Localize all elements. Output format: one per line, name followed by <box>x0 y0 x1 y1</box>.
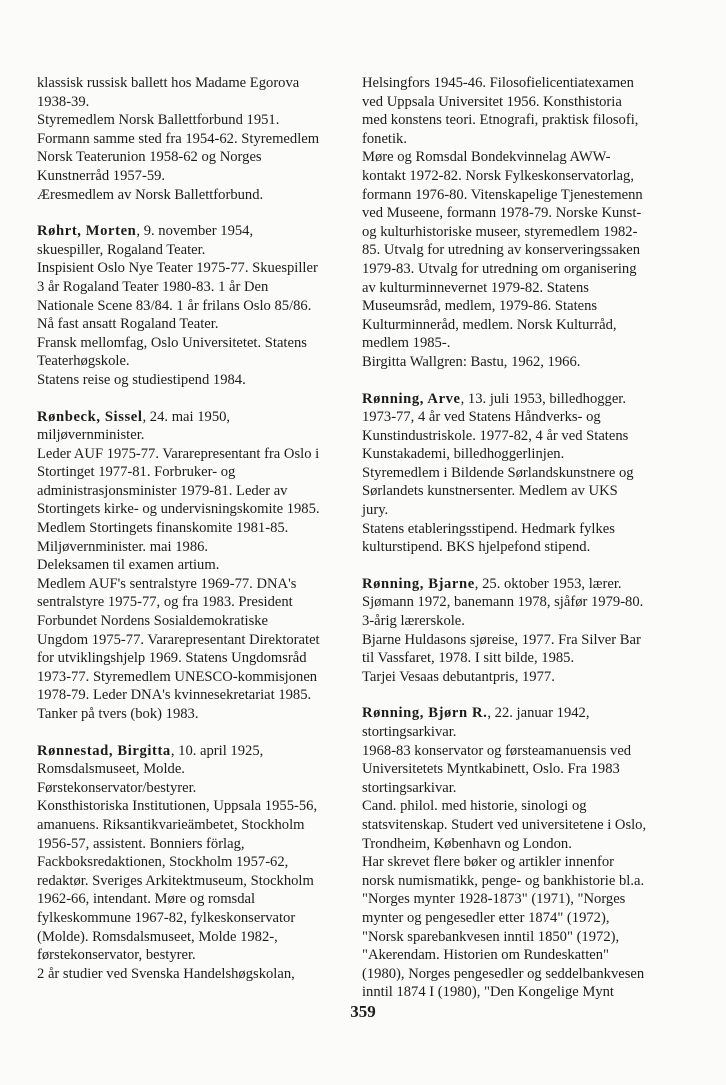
entry-ronning-bjorn <box>362 704 684 1002</box>
text-line: stortingsarkivar. <box>362 724 457 740</box>
text-line: amanuens. Riksantikvarieämbetet, Stockholm <box>37 816 305 833</box>
text-line: Stortingets kirke- og undervisningskomite 1985. <box>37 501 320 518</box>
entry-ronnestad-birgitta <box>37 742 349 984</box>
text-line: Ungdom 1975-77. Vararepresentant Direktoratet <box>37 631 320 648</box>
text-line: 85. Utvalg for utredning av konserveringssaken <box>362 242 641 259</box>
entry-heading <box>37 742 349 761</box>
intro-block <box>362 74 684 372</box>
entry-first-line: , 24. mai 1950, <box>142 408 231 425</box>
entry-heading <box>362 704 684 723</box>
text-line: 1979-83. Utvalg for utredning om organisering <box>362 260 637 277</box>
text-line: norsk numismatikk, penge- og bankhistorie bl.a. <box>362 872 645 889</box>
text-line: til Vassfaret, 1978. I sitt bilde, 1985. <box>362 650 575 667</box>
text-line: Statens reise og studiestipend 1984. <box>37 371 246 388</box>
text-line: sentralstyre 1975-77, og fra 1983. President <box>37 594 293 611</box>
text-line: Konsthistoriska Institutionen, Uppsala 1955-56, <box>37 798 318 815</box>
text-line: Sjømann 1972, banemann 1978, sjåfør 1979-80. <box>362 594 644 611</box>
text-line: Nå fast ansatt Rogaland Teater. <box>37 316 219 333</box>
page-number: 359 <box>350 1002 376 1021</box>
entry-name: Rønnestad, Birgitta <box>37 742 171 759</box>
text-line: fonetik. <box>362 130 407 147</box>
text-line: jury. <box>362 502 389 519</box>
text-line: administrasjonsminister 1979-81. Leder av <box>37 482 288 499</box>
text-line: Nationale Scene 83/84. 1 år frilans Oslo 85/86. <box>37 297 312 314</box>
text-line: stortingsarkivar. <box>362 779 457 796</box>
text-line: (Molde). Romsdalsmuseet, Molde 1982-, <box>37 928 278 945</box>
text-line: ved Museene, formann 1978-79. Norske Kunst- <box>362 205 642 222</box>
text-line: "Norsk sparebankvesen inntil 1850" (1972), <box>362 928 620 945</box>
text-line: Romsdalsmuseet, Molde. <box>37 761 185 778</box>
entry-first-line: , 25. oktober 1953, lærer. <box>474 575 622 592</box>
text-line: Kunstnerråd 1957-59. <box>37 167 166 184</box>
text-line: (1980), Norges pengesedler og seddelbankvesen <box>362 965 645 982</box>
entry-name: Rønning, Arve <box>362 390 461 407</box>
text-line: "Norges mynter 1928-1873" (1971), "Norges <box>362 891 626 908</box>
text-line: Trondheim, København og London. <box>362 835 572 852</box>
entry-ronning-arve <box>362 390 684 557</box>
text-line: Tanker på tvers (bok) 1983. <box>37 706 199 722</box>
text-line: Helsingfors 1945-46. Filosofielicentiatexamen <box>362 75 634 91</box>
text-line: Norsk Teaterunion 1958-62 og Norges <box>37 149 262 166</box>
text-line: 2 år studier ved Svenska Handelshøgskolan, <box>37 965 295 982</box>
text-line: 1978-79. Leder DNA's kvinnesekretariat 1985. <box>37 687 312 704</box>
text-line: 1973-77. Styremedlem UNESCO-kommisjonen <box>37 668 318 685</box>
entry-heading <box>37 222 349 241</box>
text-line: Birgitta Wallgren: Bastu, 1962, 1966. <box>362 353 581 370</box>
text-line: Leder AUF 1975-77. Vararepresentant fra Oslo i <box>37 445 320 462</box>
text-line: formann 1976-80. Vitenskapelige Tjenestemenn <box>362 186 643 203</box>
text-line: redaktør. Sveriges Arkitektmuseum, Stockholm <box>37 872 314 889</box>
entry-name: Rønning, Bjarne <box>362 575 475 592</box>
entry-name: Rønning, Bjørn R. <box>362 705 488 722</box>
text-line: Styremedlem i Bildende Sørlandskunstnere og <box>362 464 634 481</box>
text-line: kontakt 1972-82. Norsk Fylkeskonservatorlag, <box>362 167 634 184</box>
entry-first-line: , 22. januar 1942, <box>487 705 590 722</box>
text-line: Styremedlem Norsk Ballettforbund 1951. <box>37 112 280 129</box>
entry-first-line: , 10. april 1925, <box>170 742 264 759</box>
text-line: 1968-83 konservator og førsteamanuensis ved <box>362 742 632 759</box>
text-line: kulturstipend. BKS hjelpefond stipend. <box>362 539 591 556</box>
text-line: og kulturhistoriske museer, styremedlem 1982- <box>362 223 638 240</box>
text-line: Medlem AUF's sentralstyre 1969-77. DNA's <box>37 575 297 592</box>
text-line: Kunstakademi, billedhoggerlinjen. <box>362 446 565 463</box>
text-line: Førstekonservator/bestyrer. <box>37 779 197 796</box>
entry-rohrt-morten <box>37 222 349 389</box>
text-line: Fackboksredaktionen, Stockholm 1957-62, <box>37 854 289 871</box>
intro-block <box>37 74 349 204</box>
text-line: 1956-57, assistent. Bonniers förlag, <box>37 835 245 852</box>
text-line: Æresmedlem av Norsk Ballettforbund. <box>37 186 264 203</box>
text-line: 1962-66, intendant. Møre og romsdal <box>37 891 256 908</box>
entry-name: Røhrt, Morten <box>37 223 137 240</box>
entry-first-line: , 9. november 1954, <box>136 223 254 240</box>
entry-first-line: , 13. juli 1953, billedhogger. <box>460 390 627 407</box>
text-line: med konstens teori. Etnografi, praktisk filosofi, <box>362 112 639 129</box>
entry-ronning-bjarne <box>362 575 684 687</box>
text-line: 3-årig lærerskole. <box>362 613 465 630</box>
entry-ronbeck-sissel <box>37 408 349 724</box>
text-line: Inspisient Oslo Nye Teater 1975-77. Skuespiller <box>37 260 318 277</box>
text-line: 1938-39. <box>37 93 90 110</box>
entry-heading <box>362 575 684 594</box>
text-line: 1973-77, 4 år ved Statens Håndverks- og <box>362 409 601 426</box>
text-line: inntil 1874 I (1980), "Den Kongelige Mynt <box>362 984 614 1001</box>
text-line: Forbundet Nordens Sosialdemokratiske <box>37 613 269 630</box>
text-line: Miljøvernminister. mai 1986. <box>37 538 209 555</box>
text-line: Fransk mellomfag, Oslo Universitetet. Statens <box>37 334 307 351</box>
text-line: Universitetets Myntkabinett, Oslo. Fra 1983 <box>362 761 620 778</box>
text-line: Sørlandets kunstnersenter. Medlem av UKS <box>362 483 618 500</box>
entry-name: Rønbeck, Sissel <box>37 408 143 425</box>
text-line: Bjarne Huldasons sjøreise, 1977. Fra Silver Bar <box>362 631 641 648</box>
text-line: av kulturminnevernet 1979-82. Statens <box>362 279 589 296</box>
text-line: ved Uppsala Universitet 1956. Konsthistoria <box>362 93 622 110</box>
text-line: førstekonservator, bestyrer. <box>37 947 196 964</box>
text-line: Medlem Stortingets finanskomite 1981-85. <box>37 520 289 537</box>
text-line: statsvitenskap. Studert ved universitetene i Oslo, <box>362 816 647 833</box>
text-line: klassisk russisk ballett hos Madame Egorova <box>37 75 300 91</box>
text-line: 3 år Rogaland Teater 1980-83. 1 år Den <box>37 278 269 295</box>
entry-heading <box>362 390 684 409</box>
text-line: fylkeskommune 1967-82, fylkeskonservator <box>37 909 296 926</box>
text-line: mynter og pengesedler etter 1874" (1972), <box>362 909 610 926</box>
text-line: "Akerendam. Historien om Rundeskatten" <box>362 947 609 964</box>
text-line: skuespiller, Rogaland Teater. <box>37 241 206 258</box>
text-line: Kulturminneråd, medlem. Norsk Kulturråd, <box>362 316 617 333</box>
text-line: Tarjei Vesaas debutantpris, 1977. <box>362 668 555 685</box>
text-line: medlem 1985-. <box>362 335 451 352</box>
text-line: Har skrevet flere bøker og artikler innenfor <box>362 854 615 871</box>
text-line: Stortinget 1977-81. Forbruker- og <box>37 464 236 481</box>
text-line: for utviklingshjelp 1969. Statens Ungdomsråd <box>37 650 307 667</box>
text-line: Kunstindustriskole. 1977-82, 4 år ved Statens <box>362 427 629 444</box>
entry-heading <box>37 408 349 427</box>
text-line: Museumsråd, medlem, 1979-86. Statens <box>362 298 598 315</box>
text-line: Deleksamen til examen artium. <box>37 557 220 574</box>
text-line: Møre og Romsdal Bondekvinnelag AWW- <box>362 149 611 166</box>
right-column <box>362 74 684 1002</box>
text-line: Formann samme sted fra 1954-62. Styremedlem <box>37 130 320 147</box>
text-line: Cand. philol. med historie, sinologi og <box>362 798 587 815</box>
left-column <box>37 74 349 983</box>
text-line: Statens etableringsstipend. Hedmark fylkes <box>362 520 615 537</box>
text-line: miljøvernminister. <box>37 427 145 444</box>
text-line: Teaterhøgskole. <box>37 353 130 370</box>
